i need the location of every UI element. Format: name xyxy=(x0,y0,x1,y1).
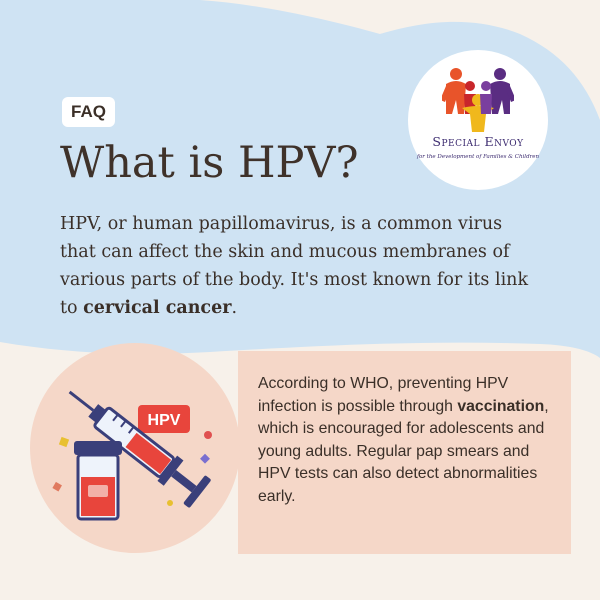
confetti-icon xyxy=(167,500,173,506)
vial-icon xyxy=(74,441,122,519)
info-text-1: According to WHO, preventing HPV infection is possible through xyxy=(258,375,509,415)
info-paragraph xyxy=(258,373,563,509)
intro-end: . xyxy=(231,298,238,318)
confetti-icon xyxy=(204,431,212,439)
family-figures-icon xyxy=(442,64,514,134)
confetti-icon xyxy=(200,454,210,464)
intro-text: HPV, or human papillomavirus, is a common virus that can affect the skin and mucous membranes of various parts of the body. It's most known for its link to xyxy=(60,214,529,318)
intro-highlight: cervical cancer xyxy=(83,298,232,318)
logo-subtitle: for the Development of Families & Children xyxy=(416,154,540,160)
page-title: What is HPV? xyxy=(60,138,359,188)
logo-name: Special Envoy xyxy=(432,134,524,149)
organization-logo xyxy=(408,50,548,190)
info-highlight: vaccination xyxy=(457,397,545,415)
vaccine-illustration xyxy=(30,343,240,553)
intro-paragraph xyxy=(60,210,540,322)
faq-badge: FAQ xyxy=(62,97,115,127)
info-text-2: , which is encouraged for adolescents and young adults. Regular pap smears and HPV tests can also detect abnormalities early. xyxy=(258,397,549,505)
hpv-label-tag xyxy=(138,405,190,433)
confetti-icon xyxy=(59,437,69,447)
hpv-label: HPV xyxy=(147,412,181,429)
confetti-icon xyxy=(52,482,62,492)
